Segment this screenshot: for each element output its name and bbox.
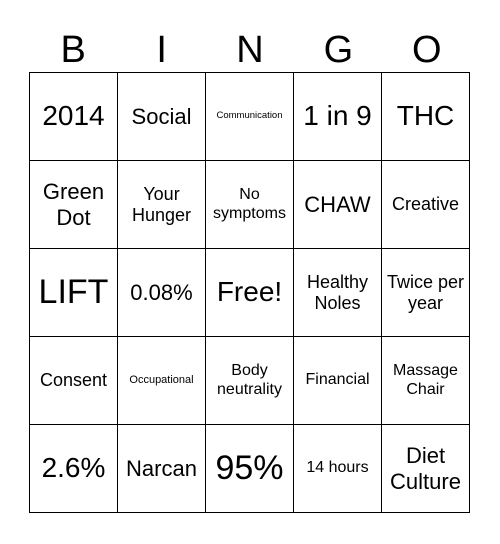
- bingo-grid: [29, 72, 470, 513]
- grid-row: [30, 249, 470, 337]
- bingo-cell[interactable]: Narcan: [118, 425, 206, 513]
- bingo-cell[interactable]: No symptoms: [206, 161, 294, 249]
- bingo-cell[interactable]: Occupational: [118, 337, 206, 425]
- bingo-cell[interactable]: Body neutrality: [206, 337, 294, 425]
- bingo-cell[interactable]: THC: [382, 73, 470, 161]
- bingo-cell[interactable]: Free!: [206, 249, 294, 337]
- header-letter-o: O: [412, 29, 442, 71]
- header-letter-g: G: [323, 29, 354, 71]
- header-letter-i: I: [156, 29, 167, 71]
- bingo-cell[interactable]: 2.6%: [30, 425, 118, 513]
- bingo-cell[interactable]: Financial: [294, 337, 382, 425]
- bingo-cell[interactable]: 2014: [30, 73, 118, 161]
- bingo-cell[interactable]: 14 hours: [294, 425, 382, 513]
- bingo-cell[interactable]: CHAW: [294, 161, 382, 249]
- bingo-cell[interactable]: Social: [118, 73, 206, 161]
- bingo-cell[interactable]: Consent: [30, 337, 118, 425]
- bingo-cell[interactable]: Creative: [382, 161, 470, 249]
- bingo-cell[interactable]: Your Hunger: [118, 161, 206, 249]
- grid-row: [30, 337, 470, 425]
- bingo-cell[interactable]: Twice per year: [382, 249, 470, 337]
- grid-row: [30, 73, 470, 161]
- header-letter-n: N: [236, 29, 264, 71]
- bingo-cell[interactable]: Massage Chair: [382, 337, 470, 425]
- bingo-cell[interactable]: LIFT: [30, 249, 118, 337]
- grid-row: [30, 425, 470, 513]
- bingo-cell[interactable]: 95%: [206, 425, 294, 513]
- bingo-cell[interactable]: 1 in 9: [294, 73, 382, 161]
- bingo-cell[interactable]: Green Dot: [30, 161, 118, 249]
- bingo-header: [29, 28, 471, 72]
- header-letter-b: B: [60, 29, 86, 71]
- bingo-cell[interactable]: 0.08%: [118, 249, 206, 337]
- bingo-cell[interactable]: Healthy Noles: [294, 249, 382, 337]
- bingo-cell[interactable]: Communication: [206, 73, 294, 161]
- grid-row: [30, 161, 470, 249]
- bingo-cell[interactable]: Diet Culture: [382, 425, 470, 513]
